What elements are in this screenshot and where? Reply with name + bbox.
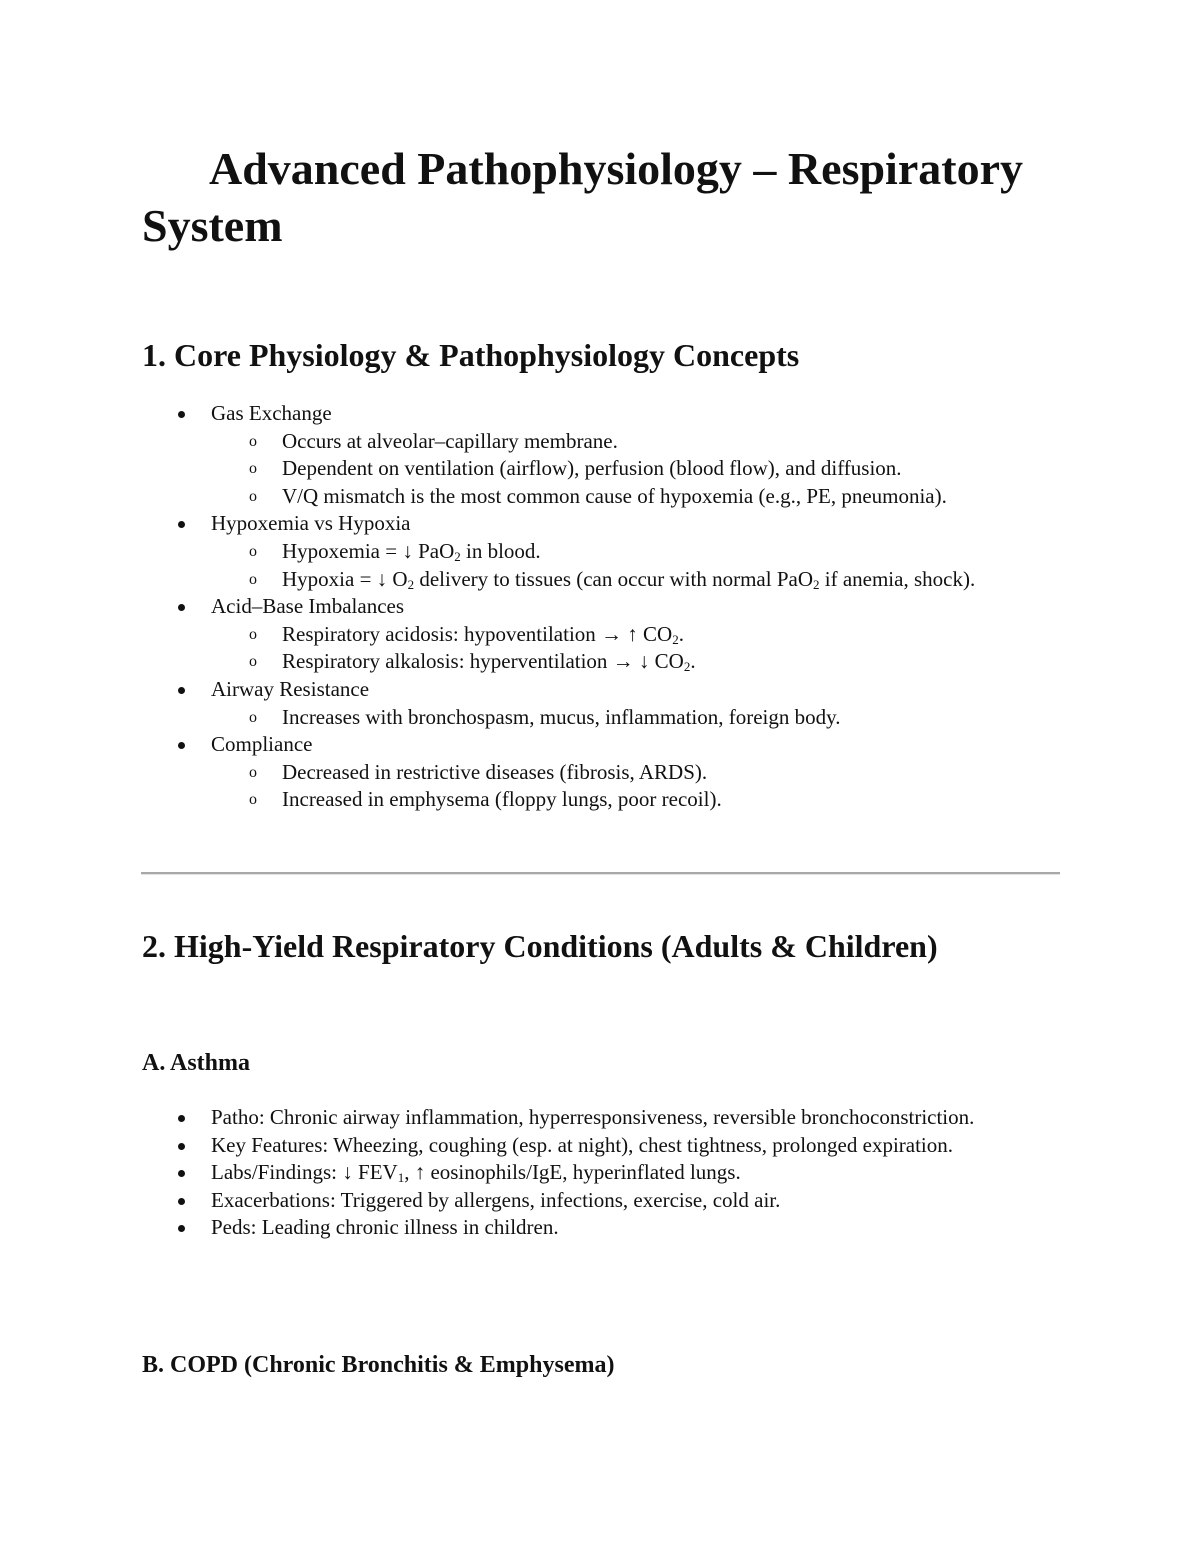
list-item-compliance bbox=[142, 731, 1062, 814]
bullet-icon bbox=[178, 604, 185, 611]
list-item-acid-base bbox=[142, 593, 1062, 676]
circle-bullet-icon: o bbox=[249, 432, 257, 450]
section-heading-core-concepts: 1. Core Physiology & Pathophysiology Concepts bbox=[142, 337, 800, 373]
sub-list-item: o Hypoxia = ↓ $O_2$ delivery to tissues (can occur with normal PaO$_2$ if anemia, shock). bbox=[249, 566, 976, 592]
list-item: Patho: Chronic airway inflammation, hyperresponsiveness, reversible bronchoconstriction. bbox=[142, 1104, 1062, 1132]
sub-list-item: o Decreased in restrictive diseases (fibrosis, ARDS). bbox=[211, 759, 1062, 787]
bullet-icon bbox=[178, 687, 185, 694]
list-item-label: Compliance bbox=[211, 732, 313, 757]
circle-bullet-icon: o bbox=[249, 763, 257, 781]
circle-bullet-icon: o bbox=[249, 570, 257, 588]
circle-bullet-icon: o bbox=[249, 653, 257, 671]
list-item-label: Gas Exchange bbox=[211, 401, 332, 425]
list-item: Key Features: Wheezing, coughing (esp. at night), chest tightness, prolonged expiration. bbox=[142, 1132, 1062, 1160]
sub-list-item: o Dependent on ventilation (airflow), perfusion (blood flow), and diffusion. bbox=[211, 455, 1062, 483]
sub-list bbox=[211, 538, 1062, 593]
bullet-icon bbox=[178, 1115, 185, 1122]
bullet-icon bbox=[178, 1225, 185, 1232]
sub-list-item: o Respiratory acidosis: hypoventilation → ↑ $CO_2$. bbox=[249, 621, 684, 647]
circle-bullet-icon: o bbox=[249, 791, 257, 809]
asthma-list bbox=[142, 1104, 1062, 1242]
circle-bullet-icon: o bbox=[249, 460, 257, 478]
circle-bullet-icon: o bbox=[249, 487, 257, 505]
sub-list-item: o V/Q mismatch is the most common cause of hypoxemia (e.g., PE, pneumonia). bbox=[211, 483, 1062, 511]
sub-list bbox=[211, 704, 1062, 732]
subsection-heading-copd: B. COPD (Chronic Bronchitis & Emphysema) bbox=[142, 1352, 615, 1378]
list-item: Labs/Findings: ↓ $FEV_1$, ↑ eosinophils/IgE, hyperinflated lungs. bbox=[142, 1159, 1062, 1187]
circle-bullet-icon: o bbox=[249, 542, 257, 560]
bullet-icon bbox=[178, 1143, 185, 1150]
subsection-heading-asthma: A. Asthma bbox=[142, 1050, 251, 1076]
circle-bullet-icon: o bbox=[249, 625, 257, 643]
list-item-label: Airway Resistance bbox=[211, 676, 370, 701]
list-item-label: Hypoxemia vs Hypoxia bbox=[211, 511, 411, 536]
list-item-label: Acid–Base Imbalances bbox=[211, 594, 405, 619]
list-item-gas-exchange bbox=[142, 400, 1062, 510]
core-concepts-list bbox=[142, 400, 1062, 814]
bullet-icon bbox=[178, 521, 185, 528]
sub-list-item: o Hypoxemia = ↓ PaO$_2$ in blood. bbox=[249, 538, 541, 564]
sub-list bbox=[211, 428, 1062, 511]
list-item-hypoxemia-vs-hypoxia bbox=[142, 510, 1062, 593]
list-item: Peds: Leading chronic illness in children. bbox=[142, 1214, 1062, 1242]
document-title: Advanced Pathophysiology – Respiratory System bbox=[142, 143, 1023, 251]
section-heading-high-yield-conditions: 2. High-Yield Respiratory Conditions (Adults & Children) bbox=[142, 928, 938, 964]
bullet-icon bbox=[178, 742, 185, 749]
sub-list-item: o Increased in emphysema (floppy lungs, poor recoil). bbox=[211, 786, 1062, 814]
sub-list-item: o Occurs at alveolar–capillary membrane. bbox=[211, 428, 1062, 456]
bullet-icon bbox=[178, 411, 185, 418]
bullet-icon bbox=[178, 1170, 185, 1177]
list-item: Exacerbations: Triggered by allergens, infections, exercise, cold air. bbox=[142, 1187, 1062, 1215]
sub-list-item: o Respiratory alkalosis: hyperventilation → ↓ $CO_2$. bbox=[249, 649, 696, 675]
bullet-icon bbox=[178, 1198, 185, 1205]
sub-list bbox=[211, 621, 1062, 676]
horizontal-divider bbox=[141, 872, 1060, 875]
circle-bullet-icon: o bbox=[249, 708, 257, 726]
list-item-airway-resistance bbox=[142, 676, 1062, 731]
sub-list bbox=[211, 759, 1062, 814]
sub-list-item: o Increases with bronchospasm, mucus, inflammation, foreign body. bbox=[211, 704, 1062, 732]
